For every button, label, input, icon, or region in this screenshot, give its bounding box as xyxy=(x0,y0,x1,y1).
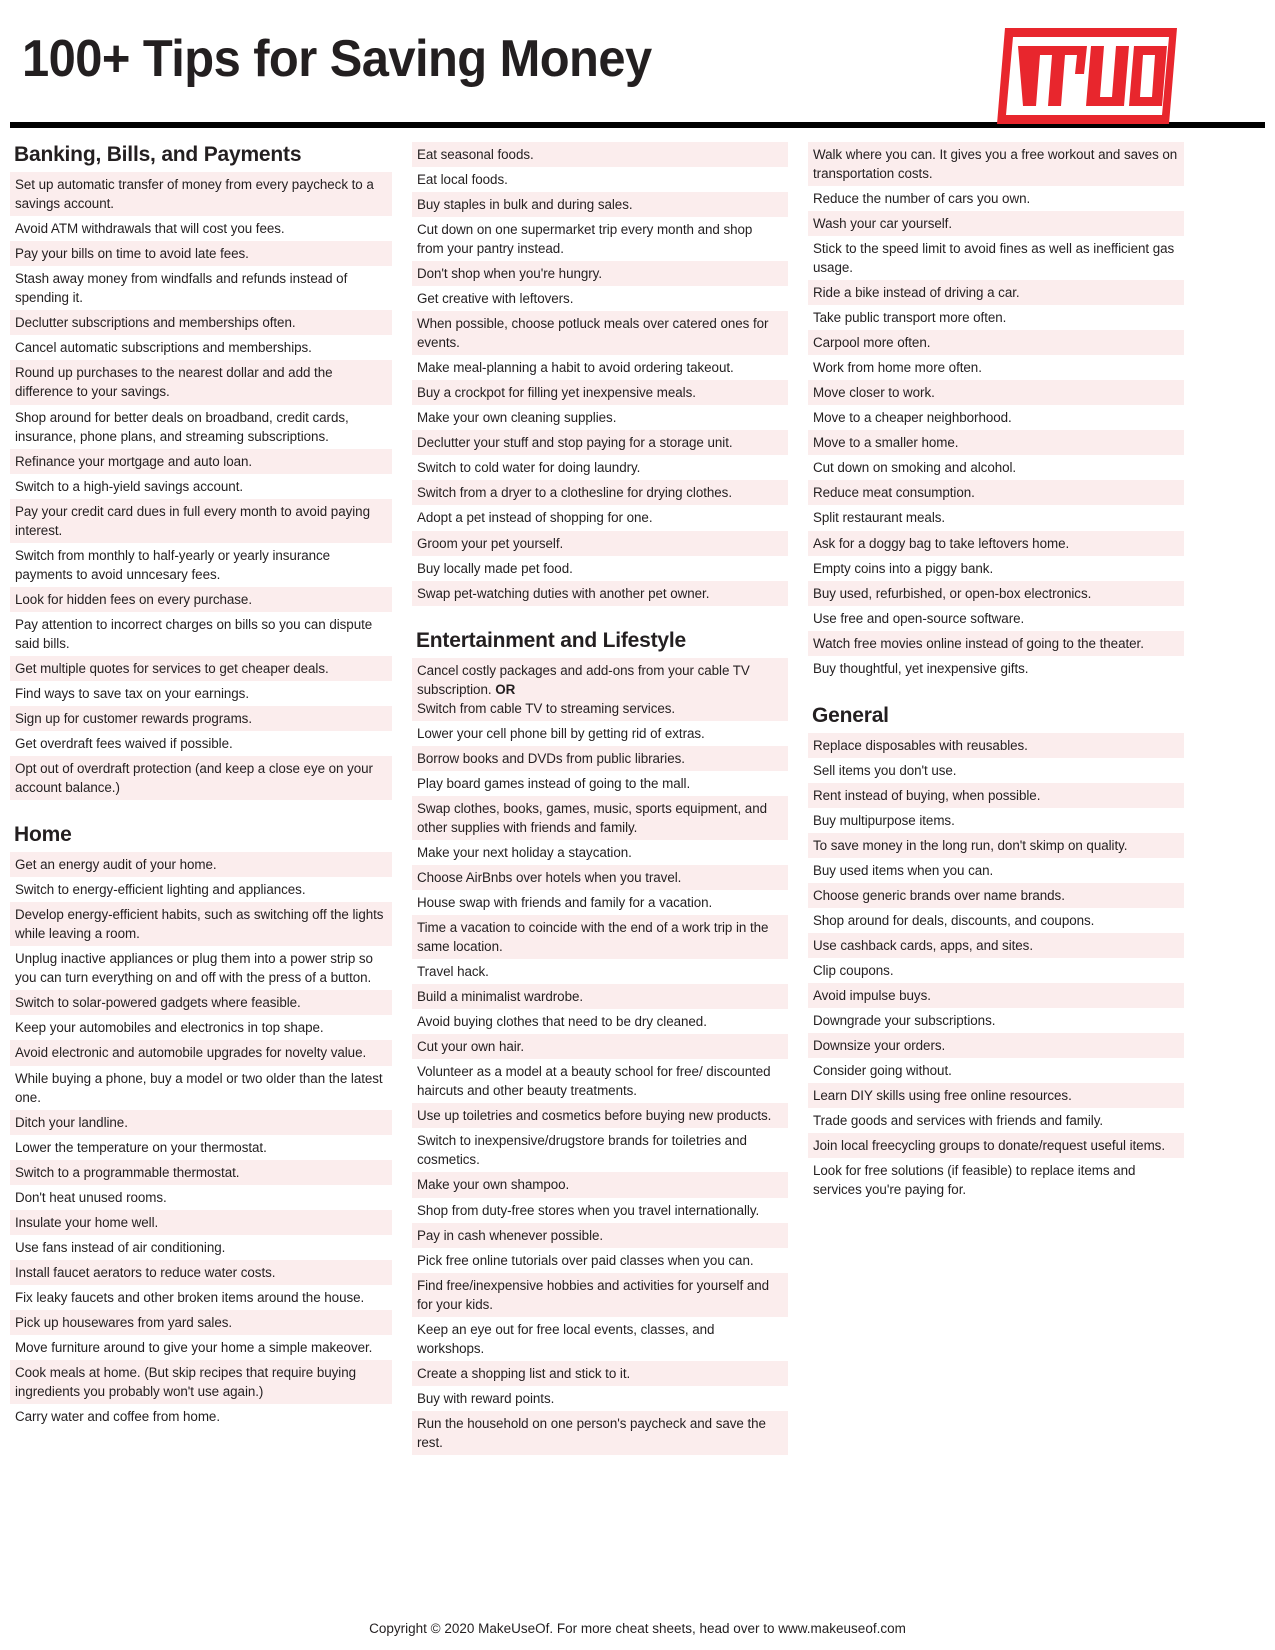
tip-item: Carry water and coffee from home. xyxy=(15,1408,221,1424)
tip-item: Stash away money from windfalls and refunds instead of spending it. xyxy=(15,271,348,306)
tip-item: Shop around for deals, discounts, and coupons. xyxy=(813,913,1095,929)
tip-item: Declutter subscriptions and memberships often. xyxy=(10,310,392,335)
tip-item: Buy thoughtful, yet inexpensive gifts. xyxy=(813,660,1029,676)
tip-item: Pay in cash whenever possible. xyxy=(412,1223,788,1248)
tip-item: Cut down on one supermarket trip every month and shop from your pantry instead. xyxy=(417,222,753,257)
tip-item: Look for free solutions (if feasible) to replace items and services you're paying for. xyxy=(813,1163,1136,1198)
tip-item: Carpool more often. xyxy=(808,330,1184,355)
tip-item: Move to a cheaper neighborhood. xyxy=(813,410,1012,426)
tip-item: Lower the temperature on your thermostat. xyxy=(15,1139,267,1155)
tip-item: Cancel automatic subscriptions and memberships. xyxy=(15,340,312,356)
tip-item: Reduce meat consumption. xyxy=(808,480,1184,505)
tip-item: Refinance your mortgage and auto loan. xyxy=(10,449,392,474)
tip-item: Cancel costly packages and add-ons from your cable TV subscription. OR Switch from cable TV to streaming services. xyxy=(412,658,788,721)
tips-section xyxy=(10,142,392,800)
tip-item: Downgrade your subscriptions. xyxy=(813,1013,996,1029)
tip-item: Install faucet aerators to reduce water costs. xyxy=(10,1260,392,1285)
tip-item: Avoid electronic and automobile upgrades for novelty value. xyxy=(10,1040,392,1065)
tip-item: Move to a smaller home. xyxy=(808,430,1184,455)
tip-item: Borrow books and DVDs from public libraries. xyxy=(412,746,788,771)
tip-item: Keep your automobiles and electronics in top shape. xyxy=(15,1020,324,1036)
tip-item: Stick to the speed limit to avoid fines as well as inefficient gas usage. xyxy=(813,241,1175,276)
tip-item: Adopt a pet instead of shopping for one. xyxy=(417,510,653,526)
tip-item: Declutter your stuff and stop paying for a storage unit. xyxy=(412,430,788,455)
tip-item: Choose AirBnbs over hotels when you travel. xyxy=(412,865,788,890)
tip-item: Take public transport more often. xyxy=(813,310,1007,326)
tips-list xyxy=(412,142,788,606)
tip-item: Work from home more often. xyxy=(813,360,982,376)
tip-item: Use fans instead of air conditioning. xyxy=(15,1239,226,1255)
tip-item: Join local freecycling groups to donate/request useful items. xyxy=(808,1133,1184,1158)
tip-item: Cook meals at home. (But skip recipes that require buying ingredients you probably won't use again.) xyxy=(10,1360,392,1404)
tip-item: Buy used, refurbished, or open-box electronics. xyxy=(808,581,1184,606)
tip-item: Eat seasonal foods. xyxy=(412,142,788,167)
tip-item: Switch from monthly to half-yearly or yearly insurance payments to avoid unncesary fees. xyxy=(15,547,331,582)
tip-item: While buying a phone, buy a model or two older than the latest one. xyxy=(15,1070,383,1105)
tip-item: When possible, choose potluck meals over catered ones for events. xyxy=(412,311,788,355)
tip-item: Shop around for better deals on broadband, credit cards, insurance, phone plans, and streaming subscriptions. xyxy=(15,409,349,444)
tip-item: Run the household on one person's paycheck and save the rest. xyxy=(412,1411,788,1455)
tip-item: Ask for a doggy bag to take leftovers home. xyxy=(808,531,1184,556)
tip-item: Buy with reward points. xyxy=(417,1390,555,1406)
tip-item: Buy locally made pet food. xyxy=(417,560,573,576)
tip-item: Walk where you can. It gives you a free workout and saves on transportation costs. xyxy=(808,142,1184,186)
tips-columns xyxy=(0,128,1275,1455)
tip-item: Switch to cold water for doing laundry. xyxy=(417,460,641,476)
tips-list xyxy=(412,658,788,1455)
tip-item: Don't heat unused rooms. xyxy=(15,1189,167,1205)
tip-item: Pick up housewares from yard sales. xyxy=(10,1310,392,1335)
tips-list xyxy=(10,172,392,800)
tip-item: Cut your own hair. xyxy=(412,1034,788,1059)
tip-item: Opt out of overdraft protection (and keep a close eye on your account balance.) xyxy=(10,756,392,800)
tip-item: Watch free movies online instead of going to the theater. xyxy=(808,631,1184,656)
tips-list xyxy=(808,142,1184,681)
section-title: General xyxy=(812,703,889,727)
tip-item: Find free/inexpensive hobbies and activities for yourself and for your kids. xyxy=(412,1273,788,1317)
tip-item: Groom your pet yourself. xyxy=(412,531,788,556)
tip-item: Buy multipurpose items. xyxy=(813,812,955,828)
tips-section xyxy=(808,703,1184,1203)
tips-section xyxy=(808,142,1184,681)
tip-item: Develop energy-efficient habits, such as switching off the lights while leaving a room. xyxy=(10,902,392,946)
column-1 xyxy=(10,142,406,1429)
tips-section xyxy=(412,628,788,1455)
tip-item: Keep an eye out for free local events, classes, and workshops. xyxy=(417,1321,715,1356)
tip-item: Make your next holiday a staycation. xyxy=(417,845,632,861)
tip-item: Learn DIY skills using free online resources. xyxy=(808,1083,1184,1108)
tip-item: Shop from duty-free stores when you travel internationally. xyxy=(417,1202,760,1218)
tip-item: Look for hidden fees on every purchase. xyxy=(10,587,392,612)
tip-item: Pick free online tutorials over paid classes when you can. xyxy=(417,1252,754,1268)
tip-item: Consider going without. xyxy=(813,1063,952,1079)
tip-item: Switch to solar-powered gadgets where feasible. xyxy=(10,990,392,1015)
tip-item: Get overdraft fees waived if possible. xyxy=(15,735,233,751)
tip-item: Swap pet-watching duties with another pet owner. xyxy=(412,581,788,606)
page-header xyxy=(0,0,1275,118)
tip-item: Don't shop when you're hungry. xyxy=(412,261,788,286)
tip-item: Wash your car yourself. xyxy=(808,211,1184,236)
tip-item: Round up purchases to the nearest dollar and add the difference to your savings. xyxy=(10,360,392,404)
tip-item: Switch from a dryer to a clothesline for drying clothes. xyxy=(412,480,788,505)
tip-item: Pay your bills on time to avoid late fees. xyxy=(10,241,392,266)
tip-item: Get an energy audit of your home. xyxy=(10,852,392,877)
tip-item: Split restaurant meals. xyxy=(813,510,946,526)
section-title: Entertainment and Lifestyle xyxy=(416,628,686,652)
tip-item: Use free and open-source software. xyxy=(813,610,1025,626)
tip-item: Fix leaky faucets and other broken items around the house. xyxy=(15,1289,365,1305)
tip-item: Switch to a programmable thermostat. xyxy=(10,1160,392,1185)
section-title: Home xyxy=(14,823,72,847)
tips-section xyxy=(412,142,788,606)
tip-item: Switch to energy-efficient lighting and appliances. xyxy=(15,882,306,898)
tip-item: Empty coins into a piggy bank. xyxy=(813,560,994,576)
tip-item: Lower your cell phone bill by getting rid of extras. xyxy=(417,725,705,741)
tip-item: Buy staples in bulk and during sales. xyxy=(412,192,788,217)
tip-item: Sign up for customer rewards programs. xyxy=(10,706,392,731)
tip-item: Replace disposables with reusables. xyxy=(808,733,1184,758)
tip-item: Time a vacation to coincide with the end of a work trip in the same location. xyxy=(412,915,788,959)
tip-item: Move furniture around to give your home a simple makeover. xyxy=(15,1339,373,1355)
tip-item: Pay your credit card dues in full every month to avoid paying interest. xyxy=(10,499,392,543)
tip-item: Downsize your orders. xyxy=(808,1033,1184,1058)
tip-item: Use cashback cards, apps, and sites. xyxy=(808,933,1184,958)
tip-item: Avoid buying clothes that need to be dry cleaned. xyxy=(417,1014,707,1030)
tip-item: Pay attention to incorrect charges on bills so you can dispute said bills. xyxy=(15,616,373,651)
tip-item: Switch to a high-yield savings account. xyxy=(15,478,244,494)
tip-item: Rent instead of buying, when possible. xyxy=(808,783,1184,808)
tip-item: Eat local foods. xyxy=(417,172,508,188)
tip-item: Reduce the number of cars you own. xyxy=(813,191,1031,207)
tip-item: Get creative with leftovers. xyxy=(417,291,574,307)
tip-item: Cut down on smoking and alcohol. xyxy=(813,460,1017,476)
tip-item: Volunteer as a model at a beauty school for free/ discounted haircuts and other beauty treatments. xyxy=(417,1064,771,1099)
tip-item: Make your own shampoo. xyxy=(412,1172,788,1197)
muo-logo xyxy=(991,22,1181,130)
tip-item: Create a shopping list and stick to it. xyxy=(412,1361,788,1386)
tip-item: Avoid ATM withdrawals that will cost you fees. xyxy=(15,221,285,237)
tip-item: Clip coupons. xyxy=(813,963,894,979)
tip-item: Build a minimalist wardrobe. xyxy=(412,984,788,1009)
tips-list xyxy=(808,733,1184,1203)
tip-item: Ditch your landline. xyxy=(10,1110,392,1135)
page-title: 100+ Tips for Saving Money xyxy=(22,30,652,88)
tip-item: Ride a bike instead of driving a car. xyxy=(808,280,1184,305)
tip-item: Switch to inexpensive/drugstore brands for toiletries and cosmetics. xyxy=(417,1133,747,1168)
section-title: Banking, Bills, and Payments xyxy=(14,143,302,166)
tip-item: Set up automatic transfer of money from every paycheck to a savings account. xyxy=(10,172,392,216)
tip-item: Make your own cleaning supplies. xyxy=(417,410,617,426)
tip-item: Unplug inactive appliances or plug them into a power strip so you can turn everything on and off with the press of a button. xyxy=(15,951,373,986)
tip-item: Travel hack. xyxy=(417,964,489,980)
tip-item: Find ways to save tax on your earnings. xyxy=(15,685,249,701)
tip-item: Make meal-planning a habit to avoid ordering takeout. xyxy=(417,360,734,376)
tip-item: Buy used items when you can. xyxy=(813,863,994,879)
tips-section xyxy=(10,822,392,1429)
tip-item: Buy a crockpot for filling yet inexpensive meals. xyxy=(412,380,788,405)
footer-copyright: Copyright © 2020 MakeUseOf. For more cheat sheets, head over to www.makeuseof.com xyxy=(369,1621,906,1636)
tip-item: Avoid impulse buys. xyxy=(808,983,1184,1008)
tip-item: Sell items you don't use. xyxy=(813,762,957,778)
tip-item: Insulate your home well. xyxy=(10,1210,392,1235)
tip-item: Use up toiletries and cosmetics before buying new products. xyxy=(412,1103,788,1128)
tip-item: Move closer to work. xyxy=(808,380,1184,405)
tip-item: Swap clothes, books, games, music, sports equipment, and other supplies with friends and family. xyxy=(412,796,788,840)
tips-list xyxy=(10,852,392,1429)
column-2 xyxy=(406,142,802,1455)
tip-item: Choose generic brands over name brands. xyxy=(808,883,1184,908)
column-3 xyxy=(802,142,1198,1202)
tip-item: Trade goods and services with friends and family. xyxy=(813,1113,1104,1129)
tip-item: Get multiple quotes for services to get cheaper deals. xyxy=(10,656,392,681)
tip-item: Play board games instead of going to the mall. xyxy=(417,775,691,791)
tip-item: To save money in the long run, don't skimp on quality. xyxy=(808,833,1184,858)
tip-item: House swap with friends and family for a vacation. xyxy=(417,895,713,911)
